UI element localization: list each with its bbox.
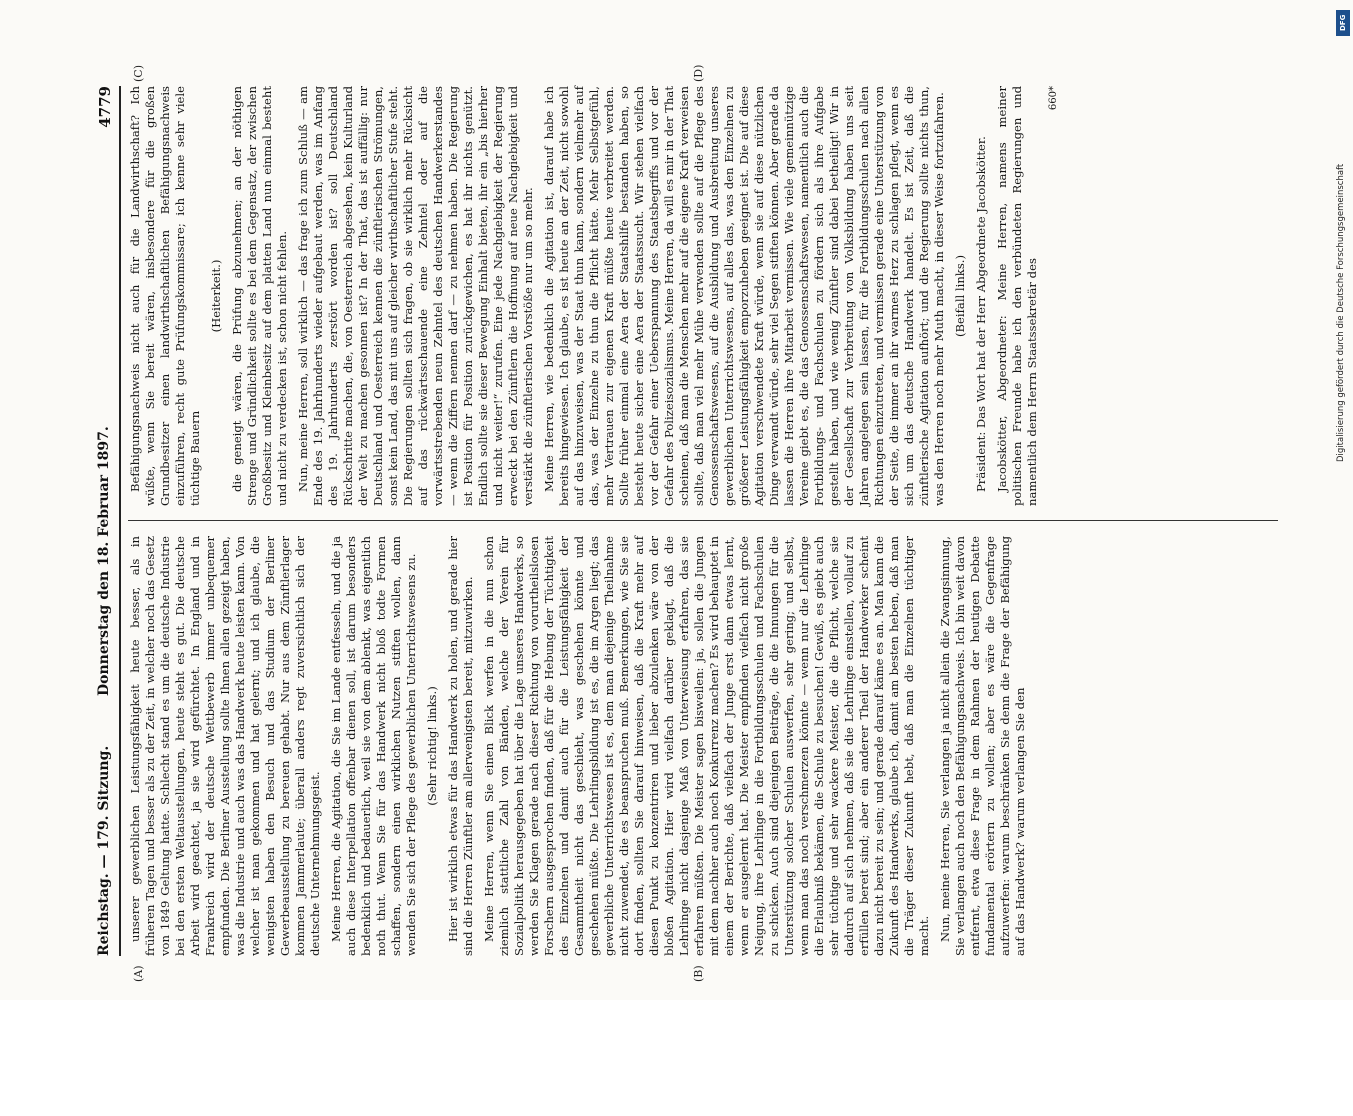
margin-mark-a: (A) bbox=[132, 965, 145, 982]
paragraph: Hier ist wirklich etwas für das Handwerk zu holen, und gerade hier sind die Herren Zünftler am allerwenigsten bereit, mitzuwirken. bbox=[446, 536, 475, 956]
speaker-statement: Jacobskötter, Abgeordneter: Meine Herren, namens meiner politischen Freunde habe ich den verbündeten Regierungen und namentlich dem Herrn Staatssekretär des bbox=[995, 86, 1039, 506]
dfg-logo-icon: DFG bbox=[1336, 10, 1350, 36]
interjection: (Beifall links.) bbox=[953, 255, 967, 337]
paragraph: Meine Herren, wenn Sie einen Blick werfen in die nun schon ziemlich stattliche Zahl von Bänden, welche der Verein für Sozialpolitik herausgegeben hat über die Lage unseres Handwerks, so werden Sie Klagen gerade nach dieser Richtung von vorurtheilslosen Forschern ausgesprochen finden, daß für die Hebung der Tüchtigkeit des Einzelnen und damit auch für die Leistungsfähigkeit der Gesammtheit nicht das geschieht, was geschehen könnte und geschehen müßte. Die Lehrlingsbildung ist es, die im Argen liegt; das gewerbliche Unterrichtswesen ist es, dem man diejenige Theilnahme nicht zuwendet, die es beanspruchen muß. Bemerkungen, wie Sie sie dort finden, sollten Sie darauf hinweisen, daß die Kraft mehr auf diesen Punkt zu konzentriren und lieber abzulenken wäre von der bloßen Agitation. Hier wird vielfach darüber geklagt, daß die Lehrlinge nicht dasjenige Maß von Unterweisung erfahren, das sie erfahren müßten. Die Meister sagen bisweilen: ja, sollen die Jungen mit dem nachher auch noch Konkurrenz machen? Es wird behauptet in einem der Berichte, daß vielfach der Junge erst dann etwas lernt, wenn er ausgelernt hat. Die Meister empfinden vielfach nicht große Neigung, ihre Lehrlinge in die Fortbildungsschulen und Fachschulen zu schicken. Auch sind diejenigen Beiträge, die die Innungen für die Unterstützung solcher Schulen auswerfen, sehr gering; und selbst, wenn man das noch verschmerzen könnte — wenn nur die Lehrlinge die Erlaubniß bekämen, die Schule zu besuchen! Gewiß, es giebt auch sehr tüchtige und sehr wackere Meister, die die Pflicht, welche sie dadurch auf sich nehmen, daß sie die Lehrlinge einstellen, vollauf zu erfüllen bereit sind; aber ein anderer Theil der Handwerker scheint dazu nicht bereit zu sein; und gerade darauf käme es an. Man kann die Zukunft des Handwerks, glaube ich, damit am besten heben, daß man die Träger dieser Zukunft hebt, daß man die Einzelnen tüchtiger macht. bbox=[482, 536, 931, 956]
page-body bbox=[92, 64, 1282, 982]
paragraph: Meine Herren, wie bedenklich die Agitation ist, darauf habe ich bereits hingewiesen. Ich glaube, es ist heute an der Zeit, nicht sowohl auf das hinzuweisen, was der Staat thun kann, sondern vielmehr auf das, was der Einzelne zu thun die Pflicht hätte. Mehr Selbstgefühl, mehr Vertrauen zur eigenen Kraft müßte heute verbreitet werden. Sollte früher einmal eine Aera der Staatshilfe bestanden haben, so besteht heute sicher eine Aera der Staatssucht. Wir stehen vielfach vor der Gefahr einer Ueberspannung des Staatsbegriffs und vor der Gefahr des Polizeisozialismus. Meine Herren, da will es mir in der That scheinen, daß man die Menschen mehr auf die eigene Kraft verweisen sollte, daß man viel mehr Mühe verwenden sollte auf die Pflege des Genossenschaftswesens, auf die Ausbildung und Ausbreitung unseres gewerblichen Unterrichtswesens, auf alles das, was den Einzelnen zu größerer Leistungsfähigkeit emporzuheben geeignet ist. Die auf diese Agitation verschwendete Kraft würde, wenn sie auf diese nützlichen Dinge verwandt würde, sehr viel Segen stiften können. Aber gerade da lassen die Herren ihre Mitarbeit vermissen. Wie viele gemeinnützige Vereine giebt es, die das Genossenschaftswesen, namentlich auch die Fortbildungs- und Fachschulen zu fördern sich als ihre Aufgabe gestellt haben, und wie wenig Zünftler sind dabei betheiligt! Wir in der Gesellschaft zur Verbreitung von Volksbildung haben uns seit Jahren angelegen sein lassen, für die Fortbildungsschulen nach allen Richtungen einzutreten, und vermissen gerade eine Unterstützung von der Seite, die immer an ihr warmes Herz zu schlagen pflegt, wenn es sich um das deutsche Handwerk handelt. Es ist Zeit, daß die zünftlerische Agitation aufhört; und die Regierung sollte nichts thun, was den Herren noch mehr Muth macht, in dieser Weise fortzufahren. bbox=[542, 86, 946, 506]
signature-mark: 660* bbox=[1048, 86, 1059, 111]
margin-mark-b: (B) bbox=[692, 965, 705, 982]
margin-mark-d: (D) bbox=[692, 64, 705, 82]
interjection: (Heiterkeit.) bbox=[209, 259, 223, 333]
header-left: Reichstag. — 179. Sitzung. bbox=[96, 745, 112, 956]
page-number: 4779 bbox=[96, 86, 114, 128]
column-divider bbox=[128, 520, 1278, 521]
paragraph: Befähigungsnachweis nicht auch für die Landwirthschaft? Ich wüßte, wenn Sie bereit wären, insbesondere für die großen Grundbesitzer einen landwirthschaftlichen Befähigungsnachweis einzuführen, recht gute Prüfungskommissare; ich kenne sehr viele tüchtige Bauern bbox=[128, 86, 202, 506]
interjection: (Sehr richtig! links.) bbox=[425, 686, 439, 806]
paragraph: Meine Herren, die Agitation, die Sie im Lande entfesseln, und die ja auch diese Interpellation offenbar dienen soll, ist darum besonders bedenklich und bedauerlich, weil sie von dem ablenkt, was eigentlich noth thut. Wenn Sie für das Handwerk nicht bloß todte Formen schaffen, sondern einen wirklichen Nutzen stiften wollen, dann wenden Sie sich der Pflege des gewerblichen Unterrichtswesens zu. bbox=[329, 536, 418, 956]
paragraph: die geneigt wären, die Prüfung abzunehmen; an der nöthigen Strenge und Gründlichkeit sollte es bei dem Gegensatz, der zwischen Großbesitz und Kleinbesitz auf dem platten Land nun einmal besteht und nicht zu verdecken ist, schon nicht fehlen. bbox=[230, 86, 289, 506]
rotated-sheet bbox=[96, 0, 1122, 1116]
page-header bbox=[92, 86, 118, 956]
header-rule bbox=[119, 86, 121, 956]
right-column bbox=[128, 86, 1067, 506]
paragraph: unserer gewerblichen Leistungsfähigkeit heute besser, als in früheren Tagen und besser als zu der Zeit, in welcher noch das Gesetz von 1849 Geltung hatte. Schlecht stand es um die deutsche Industrie bei den ersten Weltausstellungen, heute steht es gut. Die deutsche Arbeit wird geachtet, ja sie wird gefürchtet. In England und in Frankreich wird der deutsche Wettbewerb immer unbequemer empfunden. Die Berliner Ausstellung sollte Ihnen allen gezeigt haben, was die Industrie und auch was das Handwerk heute leisten kann. Von welcher ist man gekommen und hat gelernt; und ich glaube, die wenigsten haben den Besuch und das Studium der Berliner Gewerbeausstellung zu bereuen gehabt. Nur aus dem Zünftlerlager kommen Jammerlaute; überall anders regt zuversichtlich sich der deutsche Unternehmungsgeist. bbox=[128, 536, 322, 956]
paragraph: Nun, meine Herren, soll wirklich — das frage ich zum Schluß — am Ende des 19. Jahrhunderts wieder aufgebaut werden, was im Anfang des 19. Jahrhunderts zerstört worden ist? soll Deutschland Rückschritte machen, die, von Oesterreich abgesehen, kein Kulturland der Welt zu machen gesonnen ist? In der That, das ist auffällig: nur Deutschland und Oesterreich kennen die zünftlerischen Strömungen, sonst kein Land, das mit uns auf gleicher wirthschaftlicher Stufe steht. Die Regierungen sollten sich fragen, ob sie wirklich mehr Rücksicht auf das rückwärtsschauende eine Zehntel oder auf die vorwärtsstrebenden neun Zehntel des deutschen Handwerkerstandes — wenn die Ziffern nennen darf — zu nehmen haben. Die Regierung ist Position für Position zurückgewichen, es hat ihr nichts genützt. Endlich sollte sie dieser Bewegung Einhalt bieten, ihr ein „bis hierher und nicht weiter!“ zurufen. Eine jede Nachgiebigkeit der Regierung erweckt bei den Zünftlern die Hoffnung auf neue Nachgiebigkeit und verstärkt die zünftlerischen Vorstöße nur um so mehr. bbox=[296, 86, 535, 506]
paragraph: Nun, meine Herren, Sie verlangen ja nicht allein die Zwangsinnung, Sie verlangen auch noch den Befähigungsnachweis. Ich bin weit davon entfernt, etwa diese Frage in dem Rahmen der heutigen Debatte fundamental erörtern zu wollen; aber es wäre die Gegenfrage aufzuwerfen: warum beschränken Sie denn die Frage der Befähigung auf das Handwerk? warum verlangen Sie den bbox=[938, 536, 1027, 956]
left-column bbox=[128, 536, 1034, 956]
digitization-credit: Digitalisierung gefördert durch die Deutsche Forschungsgemeinschaft bbox=[1336, 163, 1346, 462]
margin-mark-c: (C) bbox=[132, 65, 145, 82]
digitization-sidebar bbox=[1336, 10, 1350, 990]
president-statement: Präsident: Das Wort hat der Herr Abgeordnete Jacobskötter. bbox=[974, 136, 988, 492]
header-date: Donnerstag den 18. Februar 1897. bbox=[96, 426, 112, 696]
